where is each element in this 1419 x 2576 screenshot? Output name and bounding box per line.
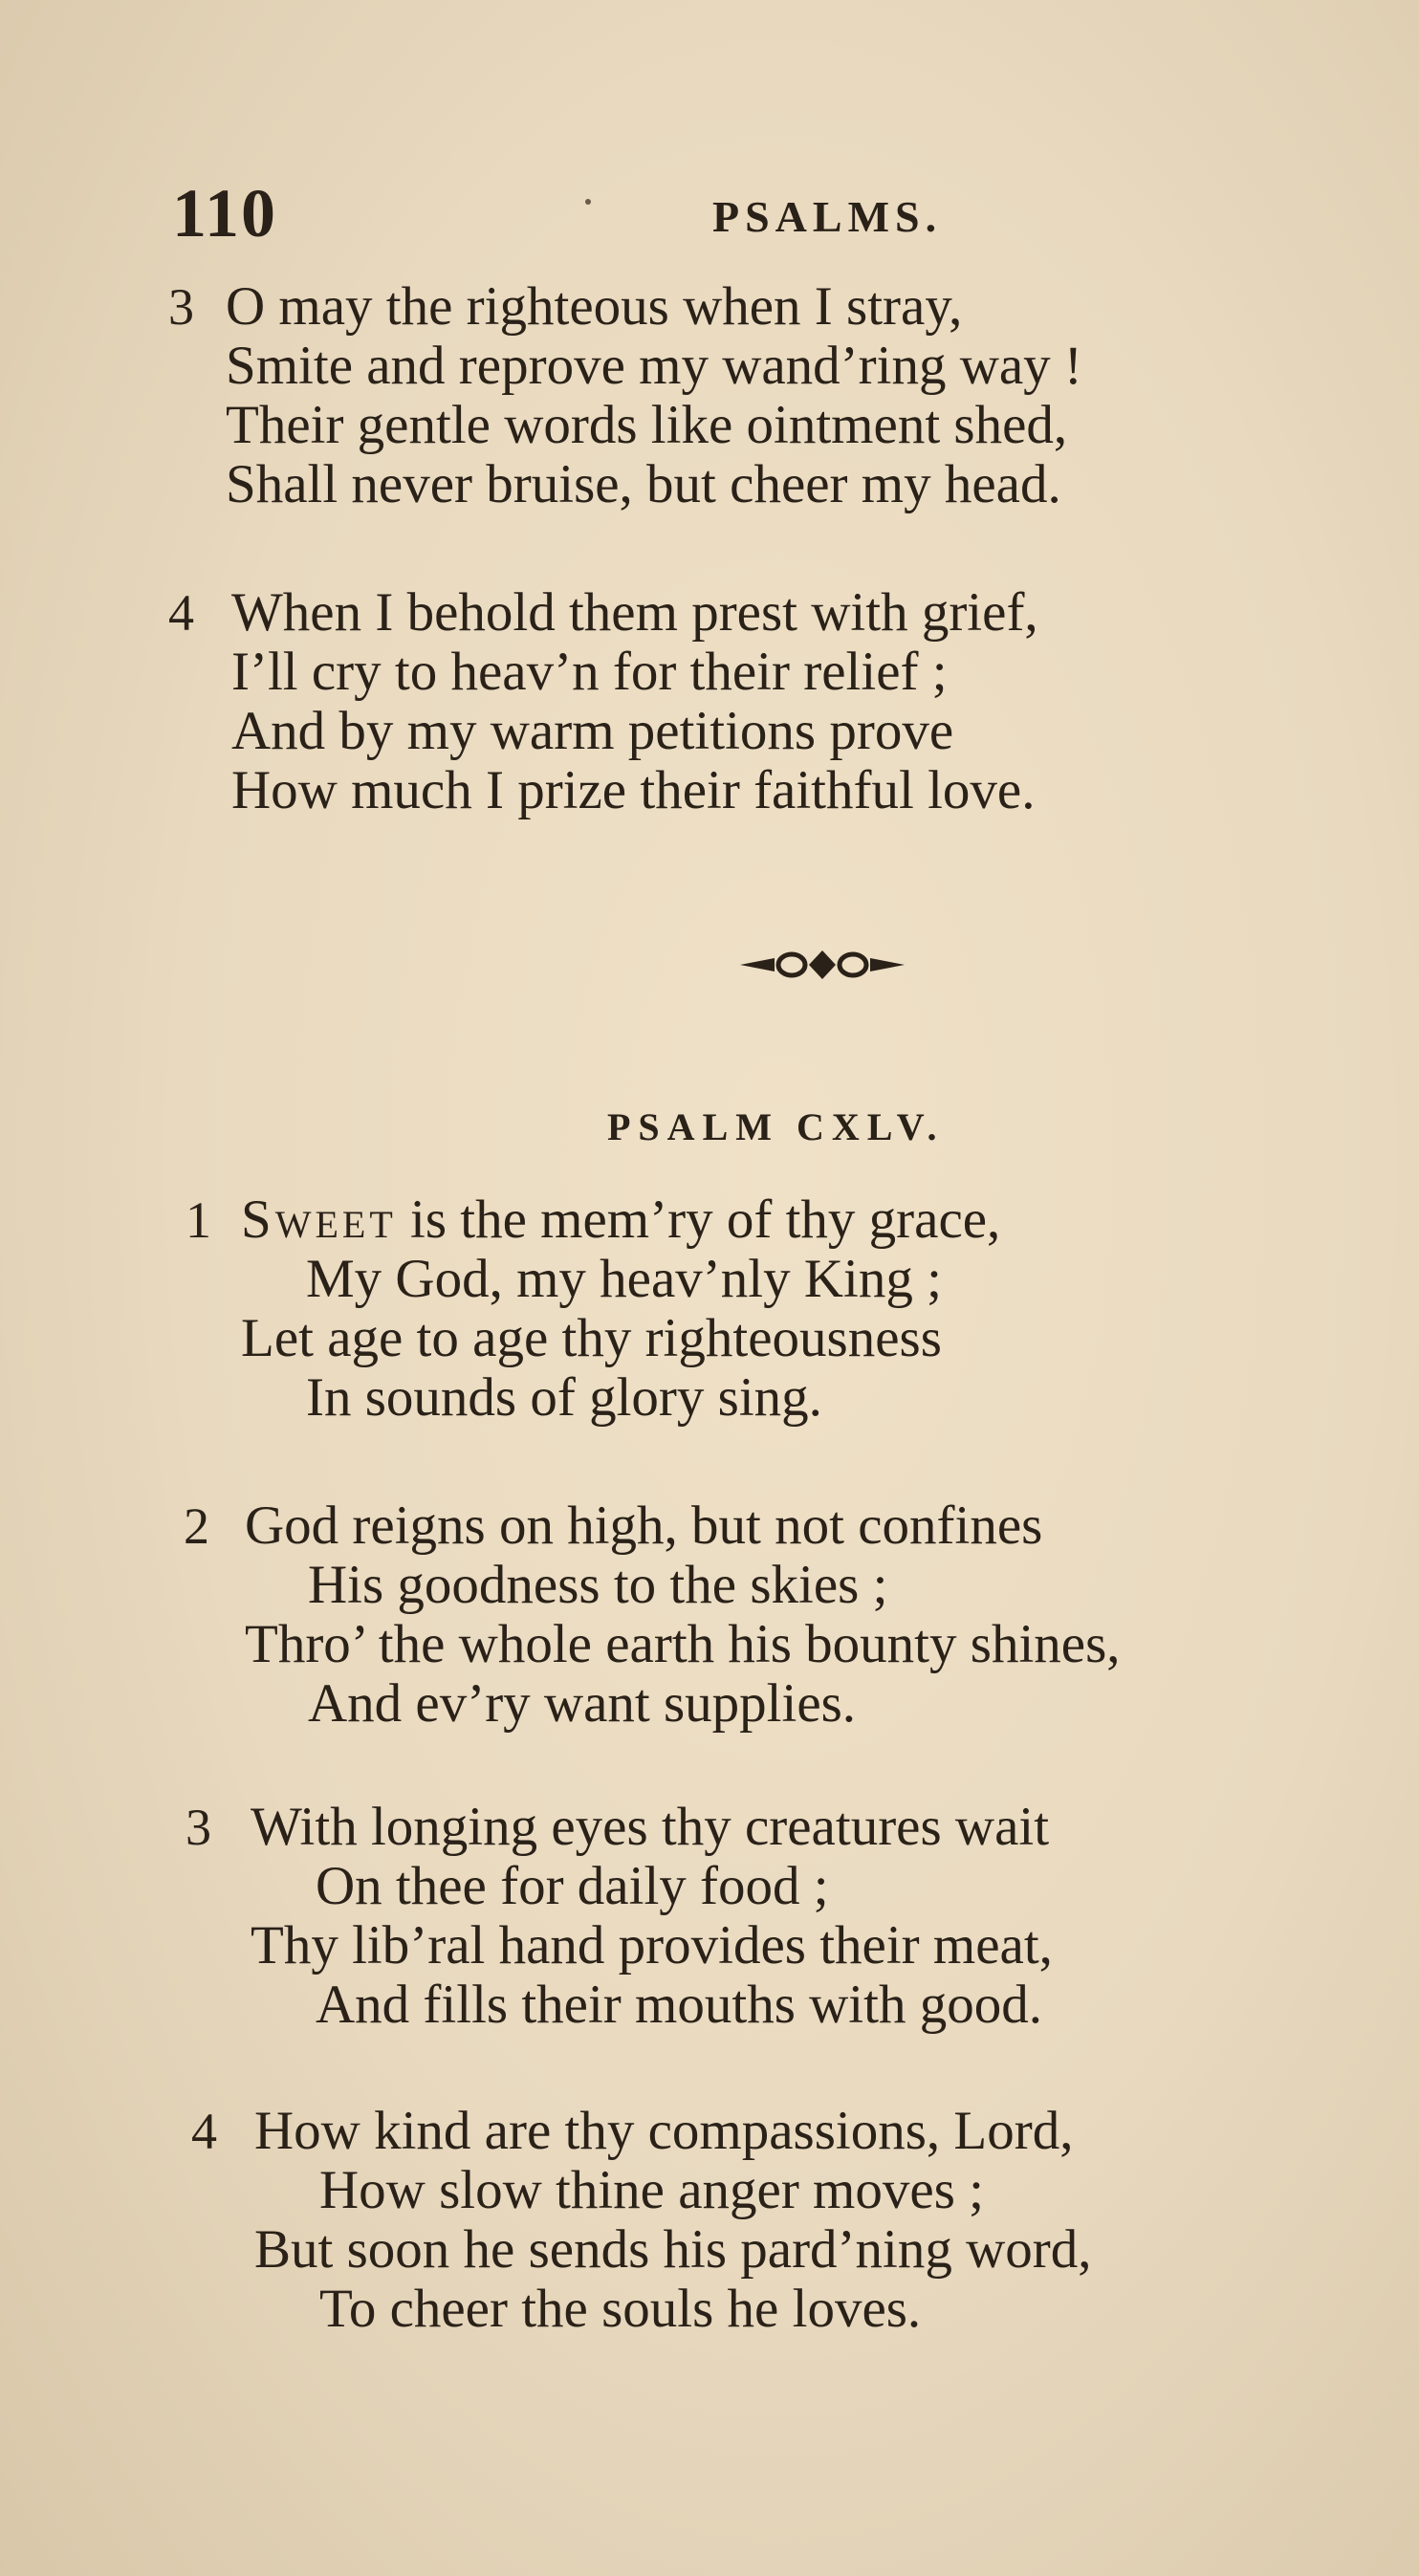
header-dot	[585, 199, 591, 205]
verse-line: And ev’ry want supplies.	[308, 1673, 857, 1734]
stanza-number: 4	[168, 584, 194, 642]
verse-line: Smite and reprove my wand’ring way !	[226, 336, 1082, 396]
verse-line: How much I prize their faithful love.	[231, 760, 1036, 820]
verse-line-rest: is the mem’ry of thy grace,	[396, 1190, 1001, 1250]
verse-line: Their gentle words like ointment shed,	[226, 395, 1068, 455]
verse-line: His goodness to the skies ;	[308, 1555, 888, 1615]
stanza-number: 1	[186, 1191, 211, 1249]
verse-line: In sounds of glory sing.	[306, 1367, 822, 1428]
verse-line: How slow thine anger moves ;	[319, 2160, 984, 2220]
stanza-number: 2	[184, 1497, 209, 1555]
stanza-number: 4	[191, 2103, 217, 2160]
psalm-heading: PSALM CXLV.	[607, 1105, 945, 1148]
verse-line: And by my warm petitions prove	[231, 701, 954, 761]
verse-line: O may the righteous when I stray,	[226, 276, 963, 337]
page-header	[172, 174, 1300, 251]
verse-line: Thy lib’ral hand provides their meat,	[251, 1915, 1053, 1976]
verse-line: And fills their mouths with good.	[316, 1975, 1042, 2035]
verse-line: When I behold them prest with grief,	[231, 582, 1038, 643]
verse-line: Let age to age thy righteousness	[241, 1308, 942, 1368]
page-number: 110	[172, 175, 278, 251]
verse-line: To cheer the souls he loves.	[319, 2279, 922, 2339]
verse-line: How kind are thy compassions, Lord,	[254, 2101, 1074, 2161]
first-word: Sweet	[241, 1190, 397, 1250]
verse-line: I’ll cry to heav’n for their relief ;	[231, 642, 948, 702]
stanza-number: 3	[168, 278, 194, 336]
verse-line: My God, my heav’nly King ;	[306, 1249, 942, 1309]
verse-line: On thee for daily food ;	[316, 1856, 829, 1916]
ornament-divider	[736, 941, 908, 989]
stanza-number: 3	[186, 1799, 211, 1856]
running-title: PSALMS.	[712, 192, 943, 241]
verse-line: Shall never bruise, but cheer my head.	[226, 454, 1061, 514]
verse-line-first	[241, 1190, 1000, 1250]
verse-line: But soon he sends his pard’ning word,	[254, 2219, 1092, 2280]
verse-line: With longing eyes thy creatures wait	[251, 1797, 1050, 1857]
verse-line: Thro’ the whole earth his bounty shines,	[245, 1614, 1121, 1674]
verse-line: God reigns on high, but not confines	[245, 1495, 1043, 1556]
